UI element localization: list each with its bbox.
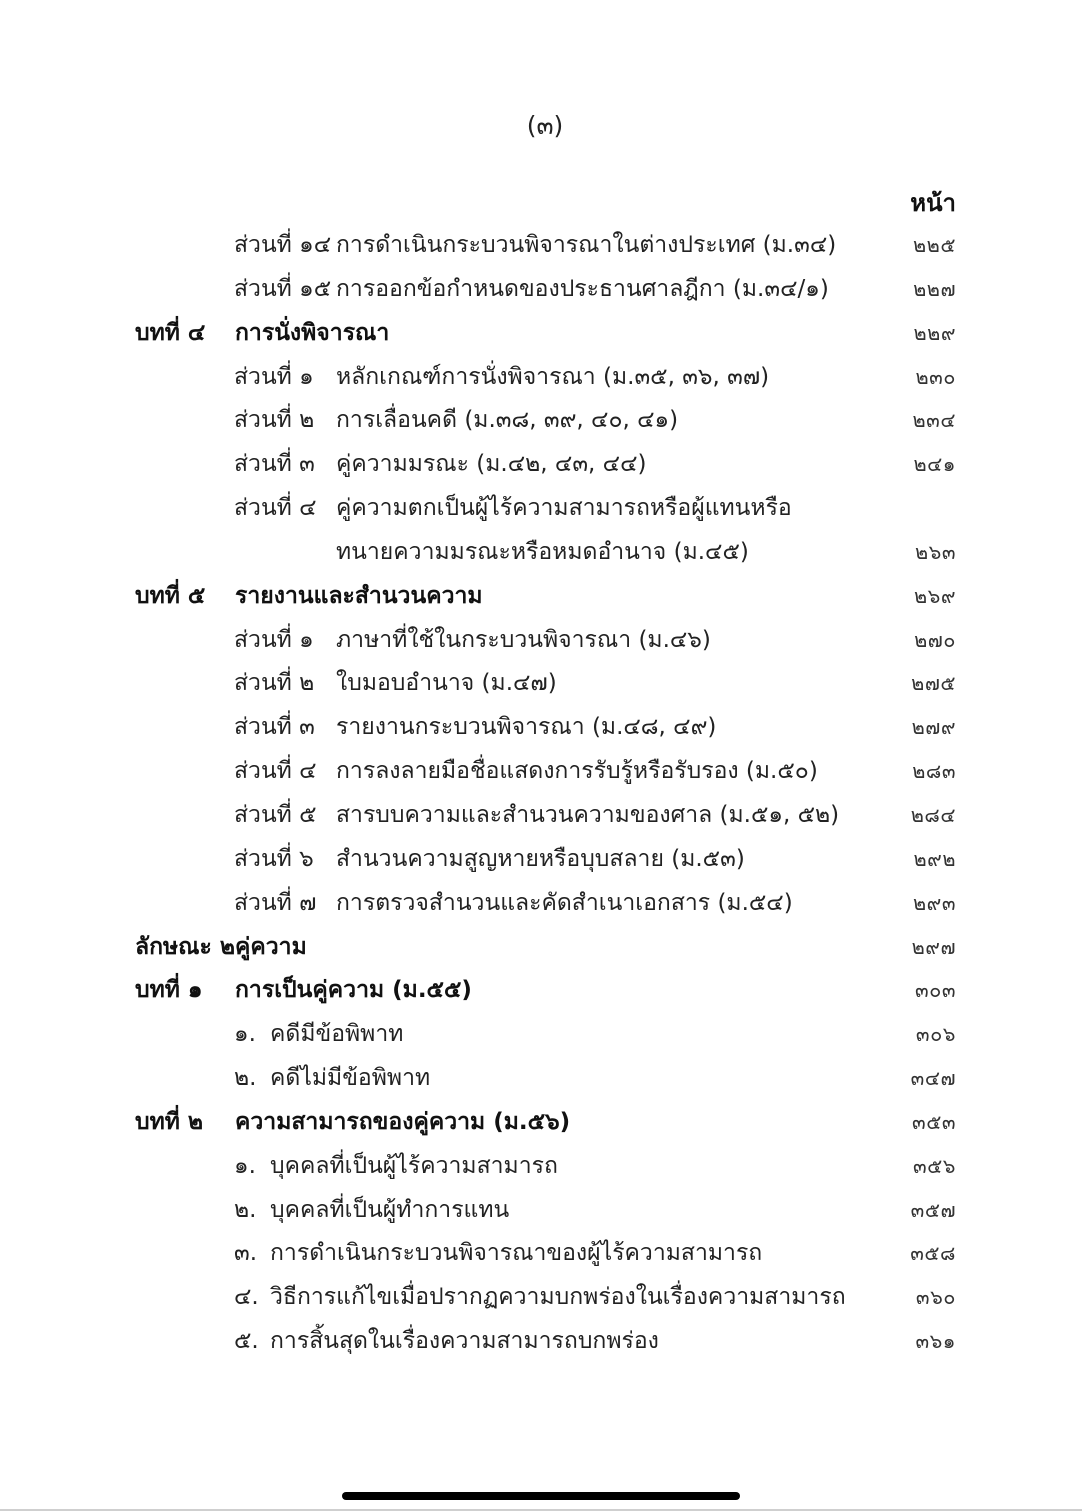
toc-entry-page: ๓๕๘ <box>910 1241 956 1266</box>
toc-entry-title: ใบมอบอำนาจ (ม.๔๗) <box>336 670 557 697</box>
toc-entry-title: ความสามารถของคู่ความ (ม.๕๖) <box>235 1108 571 1135</box>
page-number: (๓) <box>526 111 564 140</box>
toc-entry-page: ๒๘๔ <box>910 802 956 827</box>
toc-entry-title: การเป็นคู่ความ (ม.๕๕) <box>235 977 472 1004</box>
toc-entry-label <box>234 794 839 838</box>
toc-entry-title: คดีมีข้อพิพาท <box>270 1021 404 1048</box>
toc-entry-label <box>234 838 745 882</box>
toc-entry-page: ๒๔๑ <box>913 452 956 477</box>
toc-entry <box>0 838 1082 882</box>
toc-entry-label <box>234 356 769 400</box>
toc-entry-title: การดำเนินกระบวนพิจารณาของผู้ไร้ความสามารถ <box>270 1240 763 1267</box>
toc-entry-label <box>234 1189 509 1233</box>
toc-entry-page: ๒๗๐ <box>914 627 956 652</box>
toc-entry-page: ๒๓๔ <box>912 408 956 433</box>
toc-entry-page: ๒๙๒ <box>913 846 956 871</box>
toc-entry-label <box>234 619 711 663</box>
toc-entry-label <box>234 750 818 794</box>
toc-entry-label <box>234 443 646 487</box>
toc-entry <box>0 1013 1082 1057</box>
toc-entry-page: ๓๐๓ <box>914 978 956 1003</box>
toc-entry <box>0 794 1082 838</box>
toc-entry <box>0 399 1082 443</box>
toc-entry-page: ๒๓๐ <box>915 364 956 389</box>
toc-entry-number: ๓. <box>234 1240 258 1267</box>
toc-entry-number: ส่วนที่ ๕ <box>234 801 317 828</box>
toc-entry-title: คู่ความ <box>235 933 307 960</box>
toc-heading <box>0 926 1082 970</box>
toc-entry-page: ๒๒๙ <box>913 320 956 345</box>
toc-entry-title: หลักเกณฑ์การนั่งพิจารณา (ม.๓๕, ๓๖, ๓๗) <box>336 363 770 390</box>
toc-entry-label <box>234 1145 558 1189</box>
toc-entry-title: สำนวนความสูญหายหรือบุบสลาย (ม.๕๓) <box>336 845 745 872</box>
toc-entry-label <box>234 1276 846 1320</box>
toc-entry <box>0 356 1082 400</box>
toc-entry <box>0 706 1082 750</box>
toc-entry-number: ๑. <box>234 1021 256 1048</box>
toc-entry <box>0 224 1082 268</box>
toc-entry-page: ๒๙๓ <box>912 890 956 915</box>
toc-entry-title: รายงานกระบวนพิจารณา (ม.๔๘, ๔๙) <box>336 714 717 741</box>
home-indicator-bar[interactable] <box>342 1492 740 1500</box>
toc-heading <box>0 575 1082 619</box>
toc-entry <box>0 268 1082 312</box>
toc-entry <box>0 443 1082 487</box>
toc-entry-page: ๒๗๙ <box>911 715 956 740</box>
toc-entry-title: การเลื่อนคดี (ม.๓๘, ๓๙, ๔๐, ๔๑) <box>336 407 679 434</box>
toc-entry-page: ๒๒๗ <box>913 276 956 301</box>
toc-entry-page: ๒๖๙ <box>913 583 956 608</box>
toc-entry-title: คดีไม่มีข้อพิพาท <box>270 1065 431 1092</box>
toc-entry-number: ส่วนที่ ๑๔ <box>234 232 332 258</box>
toc-entry-number: ส่วนที่ ๗ <box>234 889 317 916</box>
toc-entry <box>0 1276 1082 1320</box>
toc-entry-page: ๓๖๐ <box>915 1285 956 1310</box>
toc-entry-label <box>135 1101 570 1145</box>
toc-entry-label <box>234 706 716 750</box>
toc-entry-title: สารบบความและสำนวนความของศาล (ม.๕๑, ๕๒) <box>336 801 840 828</box>
toc-entry-number: ๔. <box>234 1284 259 1311</box>
toc-entry-title: คู่ความมรณะ (ม.๔๒, ๔๓, ๔๔) <box>336 451 647 478</box>
toc-entry-number: ส่วนที่ ๔ <box>234 758 317 785</box>
toc-entry-page: ๓๐๖ <box>915 1022 956 1047</box>
toc-entry-title: คู่ความตกเป็นผู้ไร้ความสามารถหรือผู้แทนหรือ <box>336 495 792 522</box>
toc-entry <box>0 1057 1082 1101</box>
toc-entry-label <box>135 312 389 356</box>
toc-entry-page: ๓๔๗ <box>910 1066 956 1091</box>
toc-entry-number: ส่วนที่ ๓ <box>234 714 315 741</box>
toc-entry-page: ๒๖๓ <box>914 539 956 564</box>
toc-heading <box>0 312 1082 356</box>
toc-entry <box>0 882 1082 926</box>
toc-entry-number: บทที่ ๔ <box>135 319 206 346</box>
toc-entry-title: บุคคลที่เป็นผู้ทำการแทน <box>270 1196 510 1223</box>
toc-entry-number: ส่วนที่ ๔ <box>234 495 317 522</box>
toc-entry-title: ภาษาที่ใช้ในกระบวนพิจารณา (ม.๔๖) <box>336 626 711 653</box>
toc-entry-number: ส่วนที่ ๑ <box>234 363 314 390</box>
page-column-header: หน้า <box>910 189 956 217</box>
toc-entry-number: บทที่ ๕ <box>135 582 206 609</box>
toc-entry-number: ๒. <box>234 1196 257 1223</box>
toc-entry-number: บทที่ ๒ <box>135 1108 204 1135</box>
toc-entry-label <box>135 969 472 1013</box>
toc-heading <box>0 969 1082 1013</box>
toc-heading <box>0 1101 1082 1145</box>
toc-entry-page: ๒๙๗ <box>911 934 956 959</box>
toc-entry-page: ๓๕๖ <box>912 1153 956 1178</box>
toc-entry <box>0 662 1082 706</box>
toc-entry-label <box>234 1320 659 1364</box>
toc-entry <box>0 1320 1082 1364</box>
toc-entry-title: การสิ้นสุดในเรื่องความสามารถบกพร่อง <box>270 1328 659 1355</box>
toc-entry-page: ๓๖๑ <box>915 1329 956 1354</box>
toc-entry <box>0 1145 1082 1189</box>
toc-entry-label <box>234 268 829 312</box>
toc-entry-number: ๑. <box>234 1152 256 1179</box>
toc-entry-label <box>234 399 678 443</box>
toc-entry-title: การออกข้อกำหนดของประธานศาลฎีกา (ม.๓๔/๑) <box>336 275 829 302</box>
toc-entry <box>0 1189 1082 1233</box>
toc-entry-page: ๓๕๗ <box>910 1197 956 1222</box>
toc-entry-title: วิธีการแก้ไขเมื่อปรากฏความบกพร่องในเรื่องความสามารถ <box>270 1284 846 1311</box>
toc-entry-page: ๓๕๓ <box>912 1109 956 1134</box>
toc-entry-label <box>135 926 307 970</box>
toc-entry-label <box>234 487 792 531</box>
toc-entry-page: ๒๗๕ <box>911 671 956 696</box>
toc-entry-number: ส่วนที่ ๑ <box>234 626 314 653</box>
toc-entry-page: ๒๘๓ <box>912 759 956 784</box>
toc-entry-title: การตรวจสำนวนและคัดสำเนาเอกสาร (ม.๕๔) <box>336 889 793 916</box>
toc-entry-label <box>234 1232 762 1276</box>
toc-entry <box>0 1232 1082 1276</box>
toc-entry-number: ส่วนที่ ๖ <box>234 845 314 872</box>
toc-entry-title: การดำเนินกระบวนพิจารณาในต่างประเทศ (ม.๓๔) <box>336 232 837 258</box>
toc-entry-label <box>234 1057 430 1101</box>
toc-entry-label <box>234 882 793 926</box>
toc-entry-number: บทที่ ๑ <box>135 977 203 1004</box>
toc-entry-label <box>234 662 557 706</box>
toc-entry <box>0 531 1082 575</box>
toc-entry-number: ส่วนที่ ๒ <box>234 670 315 697</box>
toc-entry-label <box>234 224 836 268</box>
toc-entry-number: ส่วนที่ ๒ <box>234 407 315 434</box>
toc-entry-number: ส่วนที่ ๓ <box>234 451 315 478</box>
toc-entry-number: ๕. <box>234 1328 259 1355</box>
toc-entry-label <box>234 1013 403 1057</box>
toc-entry-title: การนั่งพิจารณา <box>235 319 390 346</box>
toc-entry-number: ลักษณะ ๒ <box>135 933 236 960</box>
toc-entry-title: การลงลายมือชื่อแสดงการรับรู้หรือรับรอง (ม.๕๐) <box>336 758 818 785</box>
table-of-contents <box>0 224 1082 1364</box>
toc-entry <box>0 487 1082 531</box>
toc-entry-title: รายงานและสำนวนความ <box>235 582 483 609</box>
toc-entry-page: ๒๒๕ <box>912 233 956 257</box>
toc-entry <box>0 750 1082 794</box>
toc-entry-label <box>135 575 483 619</box>
toc-entry-title: บุคคลที่เป็นผู้ไร้ความสามารถ <box>270 1152 558 1179</box>
toc-entry-label <box>336 531 749 575</box>
toc-entry-number: ๒. <box>234 1065 257 1092</box>
toc-entry <box>0 619 1082 663</box>
toc-entry-number: ส่วนที่ ๑๕ <box>234 275 332 302</box>
toc-entry-title: ทนายความมรณะหรือหมดอำนาจ (ม.๔๕) <box>336 538 749 565</box>
